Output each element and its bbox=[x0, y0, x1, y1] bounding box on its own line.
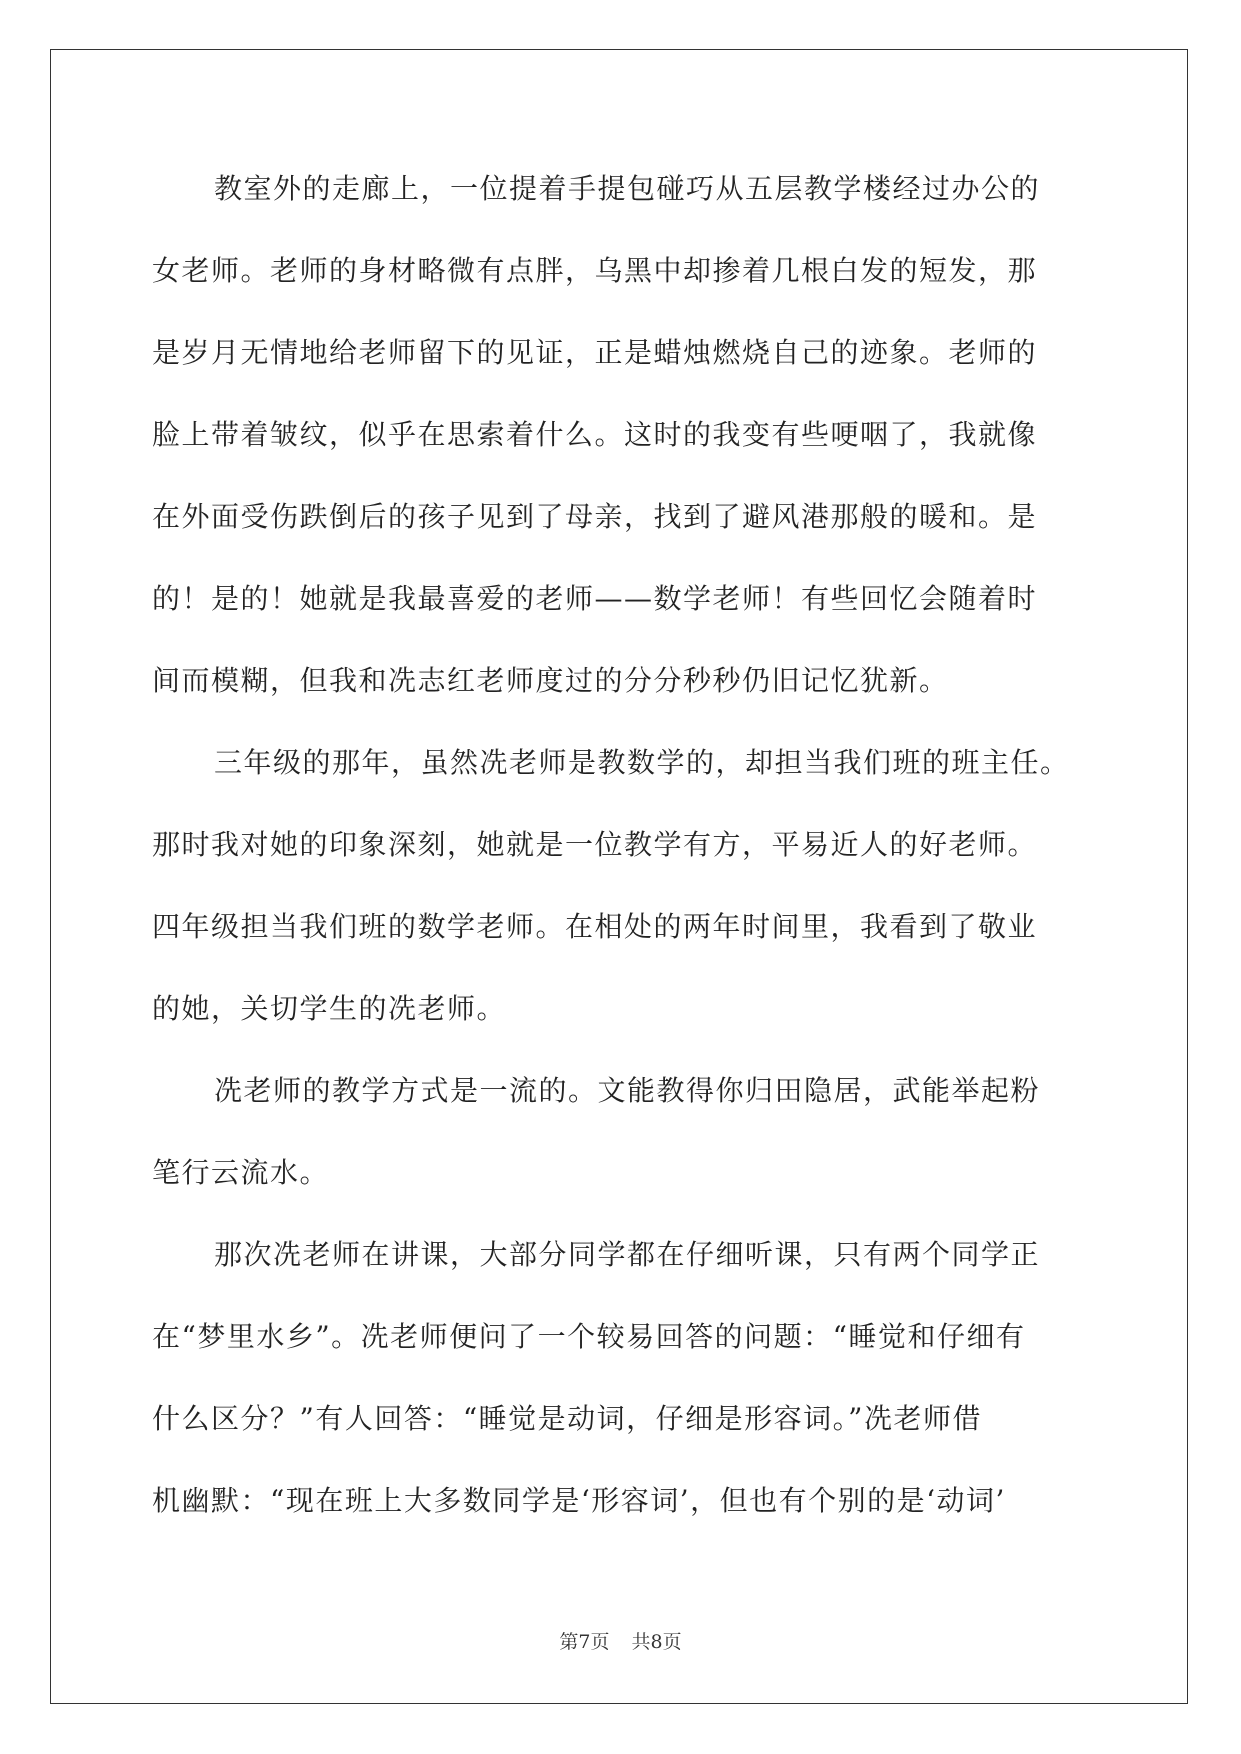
text-line: 笔行云流水。 bbox=[152, 1156, 330, 1189]
text-line: 什么区分？”有人回答：“睡觉是动词，仔细是形容词。”冼老师借 bbox=[152, 1402, 982, 1435]
text-line: 在“梦里水乡”。冼老师便问了一个较易回答的问题：“睡觉和仔细有 bbox=[152, 1320, 1026, 1353]
document-body bbox=[152, 148, 1102, 1542]
page-footer bbox=[0, 1627, 1241, 1654]
text-line: 机幽默：“现在班上大多数同学是‘形容词’，但也有个别的是‘动词’ bbox=[152, 1484, 1006, 1517]
text-line: 脸上带着皱纹，似乎在思索着什么。这时的我变有些哽咽了，我就像 bbox=[152, 418, 1038, 451]
total-pages-label: 共8页 bbox=[631, 1631, 682, 1653]
text-line: 那次冼老师在讲课，大部分同学都在仔细听课，只有两个同学正 bbox=[214, 1238, 1041, 1271]
current-page-label: 第7页 bbox=[559, 1631, 610, 1653]
text-line: 间而模糊，但我和冼志红老师度过的分分秒秒仍旧记忆犹新。 bbox=[152, 664, 949, 697]
text-line: 三年级的那年，虽然冼老师是教数学的，却担当我们班的班主任。 bbox=[214, 746, 1070, 779]
text-line: 的！是的！她就是我最喜爱的老师——数学老师！有些回忆会随着时 bbox=[152, 582, 1038, 615]
text-line: 在外面受伤跌倒后的孩子见到了母亲，找到了避风港那般的暖和。是 bbox=[152, 500, 1038, 533]
text-line: 女老师。老师的身材略微有点胖，乌黑中却掺着几根白发的短发，那 bbox=[152, 254, 1038, 287]
text-line: 的她，关切学生的冼老师。 bbox=[152, 992, 507, 1025]
text-line: 教室外的走廊上，一位提着手提包碰巧从五层教学楼经过办公的 bbox=[214, 172, 1041, 205]
text-line: 四年级担当我们班的数学老师。在相处的两年时间里，我看到了敬业 bbox=[152, 910, 1038, 943]
text-line: 是岁月无情地给老师留下的见证，正是蜡烛燃烧自己的迹象。老师的 bbox=[152, 336, 1038, 369]
text-line: 那时我对她的印象深刻，她就是一位教学有方，平易近人的好老师。 bbox=[152, 828, 1038, 861]
text-line: 冼老师的教学方式是一流的。文能教得你归田隐居，武能举起粉 bbox=[214, 1074, 1041, 1107]
